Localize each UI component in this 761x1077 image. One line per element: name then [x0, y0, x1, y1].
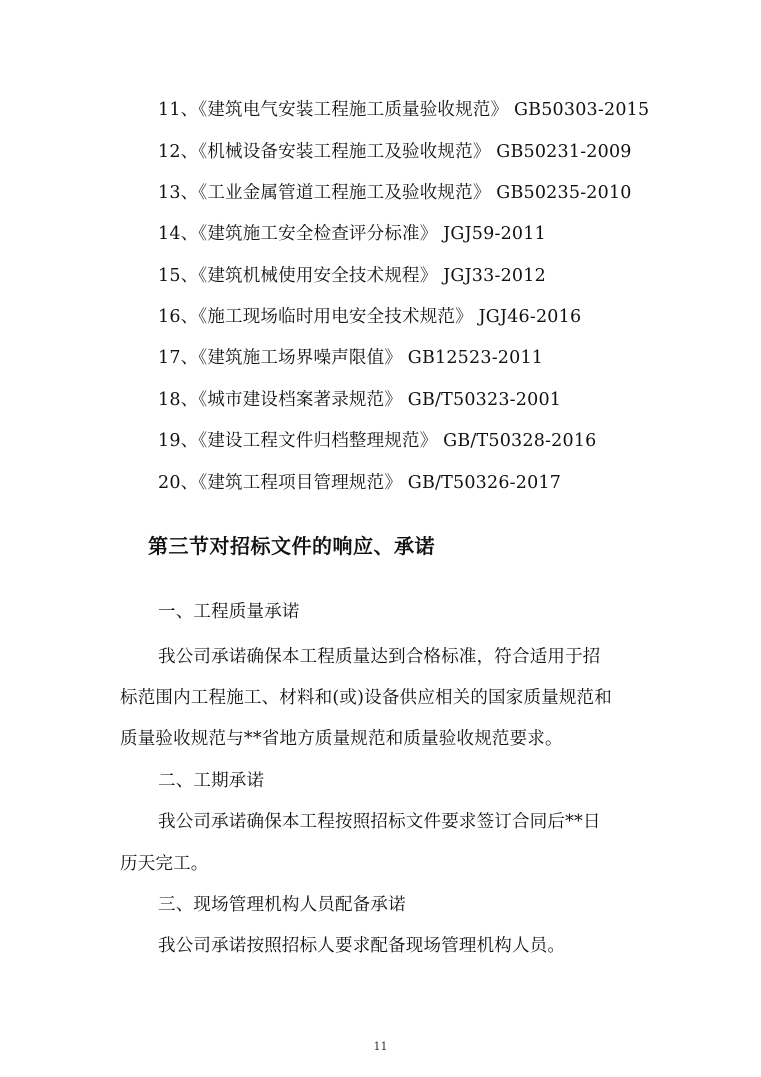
page-number: 11 — [373, 1040, 388, 1053]
paragraph-schedule-line-2: 历天完工。 — [120, 854, 209, 874]
subheading-quality: 一、工程质量承诺 — [158, 602, 300, 622]
reference-item-20: 20、《建筑工程项目管理规范》 GB/T50326-2017 — [158, 473, 562, 493]
section-heading: 第三节对招标文件的响应、承诺 — [148, 534, 435, 558]
reference-item-14: 14、《建筑施工安全检查评分标准》 JGJ59-2011 — [158, 224, 546, 244]
reference-item-15: 15、《建筑机械使用安全技术规程》 JGJ33-2012 — [158, 266, 546, 286]
reference-item-13: 13、《工业金属管道工程施工及验收规范》 GB50235-2010 — [158, 183, 632, 203]
paragraph-quality-line-1: 我公司承诺确保本工程质量达到合格标准，符合适用于招 — [158, 647, 601, 667]
reference-item-18: 18、《城市建设档案著录规范》 GB/T50323-2001 — [158, 390, 562, 410]
reference-item-12: 12、《机械设备安装工程施工及验收规范》 GB50231-2009 — [158, 142, 632, 162]
subheading-staffing: 三、现场管理机构人员配备承诺 — [158, 895, 406, 915]
paragraph-quality-line-2: 标范围内工程施工、材料和(或)设备供应相关的国家质量规范和 — [120, 688, 612, 708]
paragraph-schedule-line-1: 我公司承诺确保本工程按照招标文件要求签订合同后**日 — [158, 812, 601, 832]
paragraph-quality-line-3: 质量验收规范与**省地方质量规范和质量验收规范要求。 — [120, 729, 563, 749]
paragraph-staffing-line-1: 我公司承诺按照招标人要求配备现场管理机构人员。 — [158, 936, 566, 956]
reference-item-11: 11、《建筑电气安装工程施工质量验收规范》 GB50303-2015 — [158, 100, 650, 120]
reference-item-17: 17、《建筑施工场界噪声限值》 GB12523-2011 — [158, 348, 544, 368]
subheading-schedule: 二、工期承诺 — [158, 771, 265, 791]
reference-item-16: 16、《施工现场临时用电安全技术规范》 JGJ46-2016 — [158, 307, 582, 327]
reference-item-19: 19、《建设工程文件归档整理规范》 GB/T50328-2016 — [158, 431, 597, 451]
